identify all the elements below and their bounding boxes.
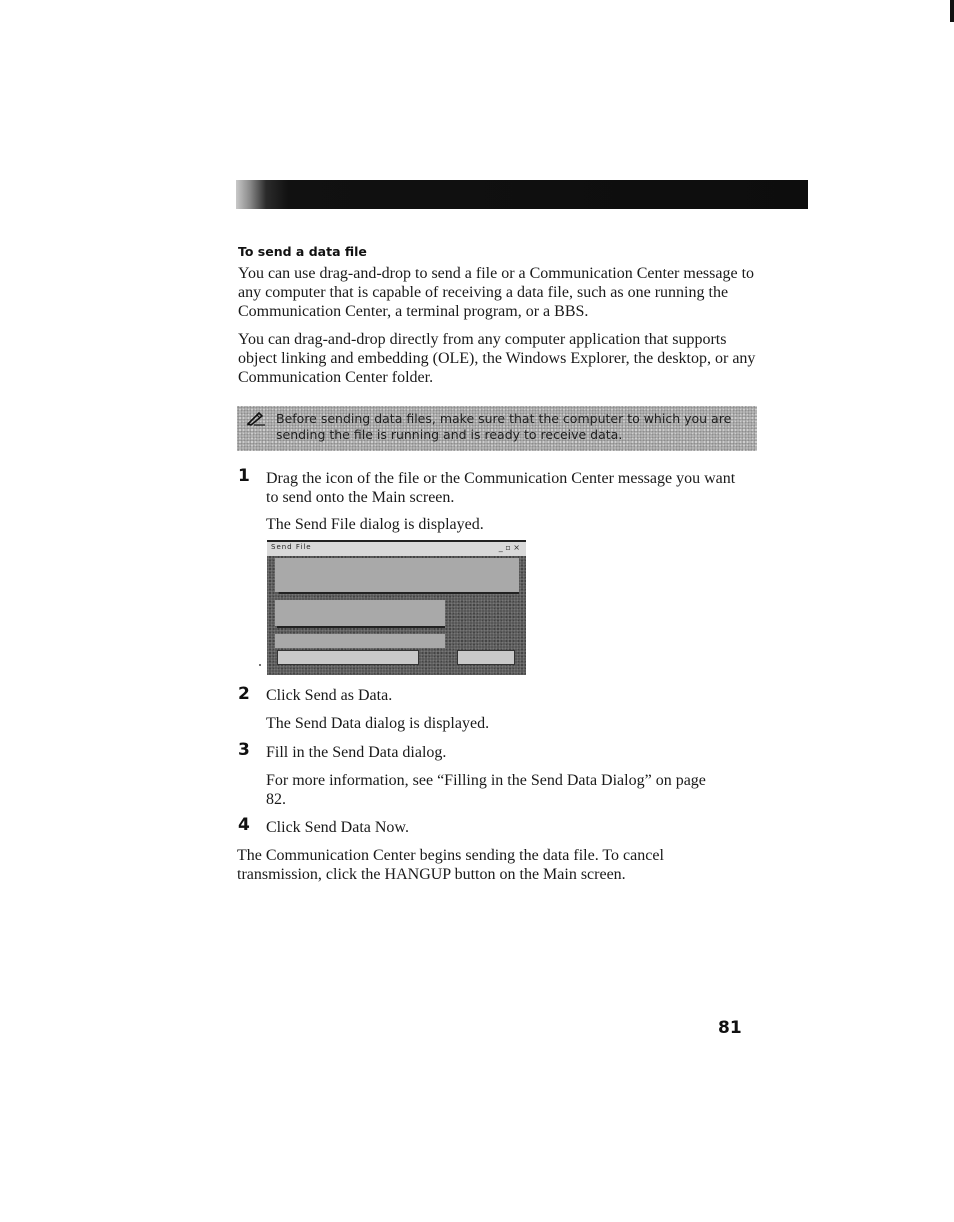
step-number-3: 3 [238,740,250,760]
note-box [237,406,757,451]
step-3-result: For more information, see “Filling in the Send Data Dialog” on page 82. [266,772,706,808]
step-4-text: Click Send Data Now. [266,819,409,836]
step-2-result: The Send Data dialog is displayed. [266,715,490,732]
intro-paragraph-2: You can drag-and-drop directly from any computer application that supports object linking and embedding (OLE), the Windows Explorer, the desktop, or any Communication Center folder. [238,331,756,386]
step-1-text: Drag the icon of the file or the Communication Center message you want to send onto the Main screen. [266,470,736,506]
screenshot-window-controls: _ ▫ × [498,543,520,552]
section-heading: To send a data file [238,244,367,259]
screenshot-divider [279,592,519,594]
edge-mark [950,0,954,22]
screenshot-titlebar [267,542,526,556]
screenshot-title: Send File [271,543,312,551]
step-number-2: 2 [238,684,250,704]
page-number: 81 [718,1018,742,1038]
step-number-1: 1 [238,466,250,486]
screenshot-cancel-button [457,650,515,665]
screenshot-list-panel [275,634,445,648]
step-1-result: The Send File dialog is displayed. [266,516,484,533]
step-2-text: Click Send as Data. [266,687,393,704]
intro-paragraph-1: You can use drag-and-drop to send a file or a Communication Center message to any computer that is capable of receiving a data file, such as one running the Communication Center, a terminal program, or a BBS. [238,265,755,320]
send-file-dialog-screenshot [267,540,526,675]
screenshot-divider-2 [277,626,445,628]
chapter-header-bar [236,180,808,209]
screenshot-send-as-data-button [277,650,419,665]
stray-mark [259,664,261,666]
closing-paragraph: The Communication Center begins sending the data file. To cancel transmission, click the HANGUP button on the Main screen. [237,847,664,883]
note-text: Before sending data files, make sure that the computer to which you are sending the file is running and is ready to receive data. [276,411,732,442]
step-3-text: Fill in the Send Data dialog. [266,744,447,761]
pencil-note-icon [246,410,266,426]
screenshot-top-panel [275,558,519,592]
step-number-4: 4 [238,815,250,835]
screenshot-options-panel [275,600,445,626]
